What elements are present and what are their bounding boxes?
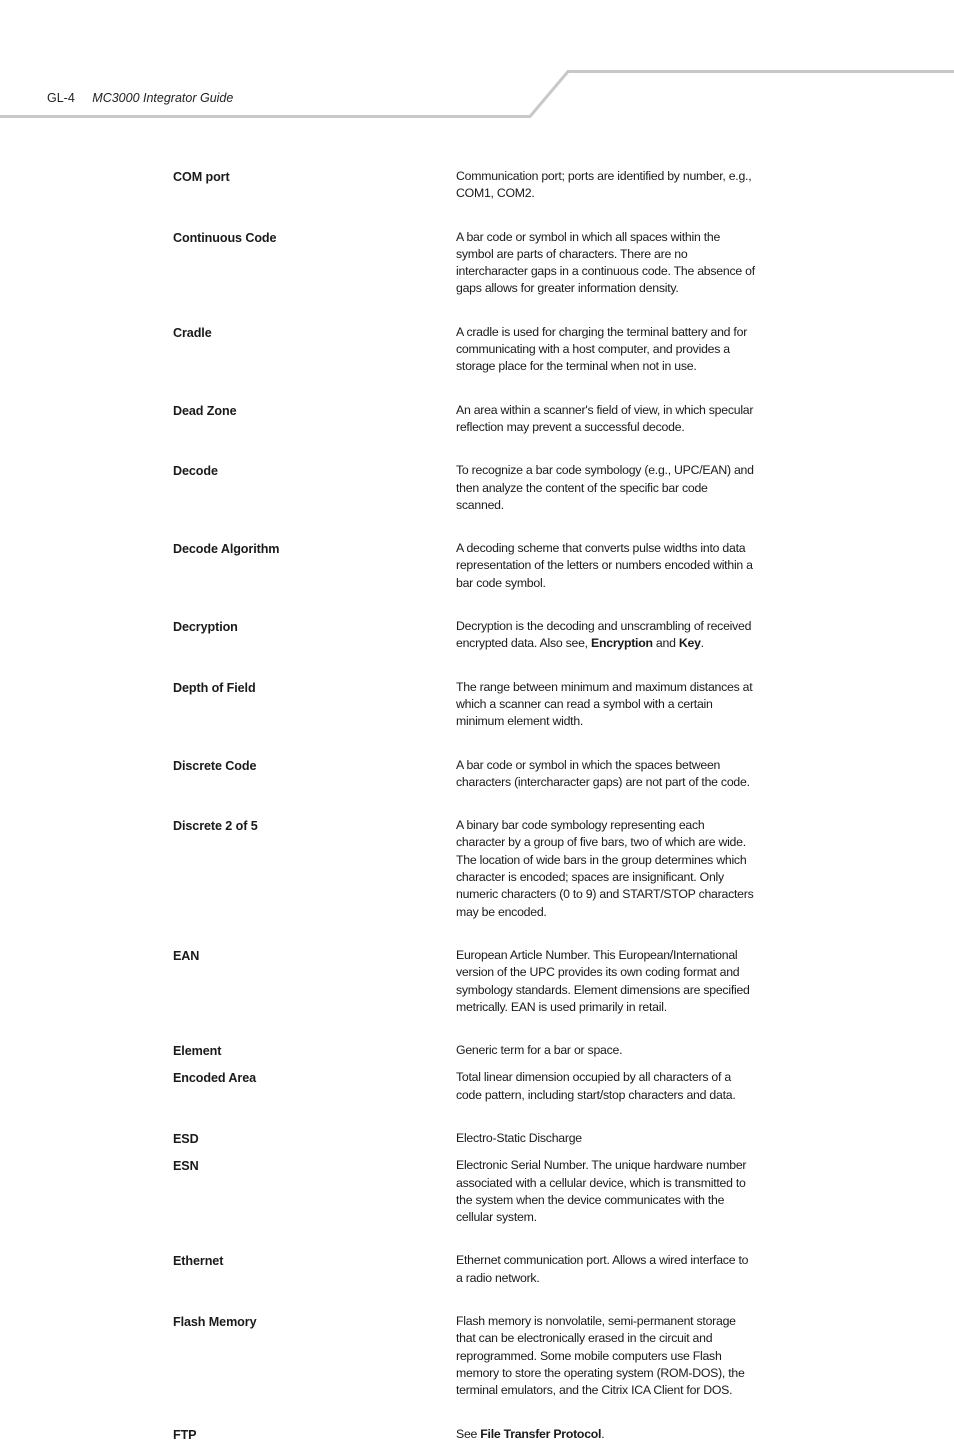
glossary-entry xyxy=(173,1130,773,1148)
glossary-definition xyxy=(456,402,756,437)
definition-text: A bar code or symbol in which the spaces between characters (intercharacter gaps) are not part of the code. xyxy=(456,757,750,789)
glossary-entry xyxy=(173,947,773,1016)
cross-reference: File Transfer Protocol xyxy=(480,1426,602,1441)
glossary-term: Dead Zone xyxy=(173,403,237,418)
glossary-entry xyxy=(173,229,773,298)
glossary-definition xyxy=(456,1157,756,1226)
glossary-term: Decode Algorithm xyxy=(173,542,280,557)
glossary-term: Discrete 2 of 5 xyxy=(173,819,258,834)
glossary-list xyxy=(173,168,773,1444)
glossary-definition xyxy=(456,947,756,1016)
definition-text: Total linear dimension occupied by all characters of a code pattern, including start/stop characters and data. xyxy=(456,1070,736,1102)
header-rule xyxy=(0,0,954,130)
guide-title: MC3000 Integrator Guide xyxy=(92,91,234,105)
definition-text: Electronic Serial Number. The unique hardware number associated with a cellular device, which is transmitted to the system when the device communicates with the cellular system. xyxy=(456,1158,747,1225)
definition-text: and xyxy=(652,636,679,651)
definition-text: A binary bar code symbology representing each character by a group of five bars, two of which are wide. The location of wide bars in the group determines which character is encoded; spaces are insignificant. Only numeric characters (0 to 9) and START/STOP characters may be encoded. xyxy=(456,818,754,919)
definition-text: The range between minimum and maximum distances at which a scanner can read a symbol with a certain minimum element width. xyxy=(456,679,753,729)
glossary-entry xyxy=(173,462,773,514)
glossary-definition xyxy=(456,1042,756,1060)
definition-text: See xyxy=(456,1426,481,1441)
cross-reference: Encryption xyxy=(591,636,653,651)
glossary-term: Decryption xyxy=(173,620,238,635)
glossary-entry xyxy=(173,1426,773,1444)
glossary-definition xyxy=(456,679,756,731)
glossary-entry xyxy=(173,1042,773,1060)
glossary-definition xyxy=(456,1426,756,1444)
definition-text: An area within a scanner's field of view, in which specular reflection may prevent a successful decode. xyxy=(456,402,754,434)
glossary-term: Encoded Area xyxy=(173,1071,257,1086)
glossary-definition xyxy=(456,324,756,376)
glossary-term: Discrete Code xyxy=(173,758,257,773)
running-header xyxy=(47,91,233,105)
glossary-term: COM port xyxy=(173,170,230,184)
glossary-term: ESN xyxy=(173,1159,199,1174)
cross-reference: Key xyxy=(678,636,701,651)
glossary-term: Flash Memory xyxy=(173,1315,257,1330)
definition-text: A decoding scheme that converts pulse widths into data representation of the letters or numbers encoded within a bar code symbol. xyxy=(456,541,753,590)
glossary-definition xyxy=(456,1130,756,1148)
glossary-entry xyxy=(173,402,773,437)
glossary-entry xyxy=(173,757,773,792)
glossary-term: Cradle xyxy=(173,325,212,340)
definition-text: A bar code or symbol in which all spaces within the symbol are parts of characters. There are no intercharacter gaps in a continuous code. The absence of gaps allows for greater information density. xyxy=(456,229,755,296)
glossary-definition xyxy=(456,229,756,298)
glossary-term: EAN xyxy=(173,948,200,963)
glossary-term: Decode xyxy=(173,464,218,479)
glossary-definition xyxy=(456,1252,756,1287)
definition-text: Flash memory is nonvolatile, semi-permanent storage that can be electronically erased in the circuit and reprogrammed. Some mobile computers use Flash memory to store the operating system (ROM-DOS), the terminal emulators, and the Citrix ICA Client for DOS. xyxy=(456,1314,745,1398)
glossary-entry xyxy=(173,168,773,203)
glossary-definition xyxy=(456,1313,756,1399)
glossary-entry xyxy=(173,679,773,731)
glossary-definition xyxy=(456,618,756,653)
glossary-definition xyxy=(456,168,756,203)
page-number: GL-4 xyxy=(47,91,75,105)
definition-text: . xyxy=(601,1426,605,1441)
definition-text: Communication port; ports are identified by number, e.g., COM1, COM2. xyxy=(456,169,752,201)
glossary-entry xyxy=(173,324,773,376)
glossary-definition xyxy=(456,1069,756,1104)
glossary-entry xyxy=(173,1069,773,1104)
glossary-term: Ethernet xyxy=(173,1254,224,1269)
glossary-entry xyxy=(173,618,773,653)
glossary-term: Element xyxy=(173,1044,222,1059)
definition-text: Electro-Static Discharge xyxy=(456,1130,582,1145)
glossary-definition xyxy=(456,817,756,921)
glossary-entry xyxy=(173,1313,773,1399)
glossary-definition xyxy=(456,540,756,592)
glossary-term: Depth of Field xyxy=(173,680,256,695)
definition-text: . xyxy=(700,636,704,651)
glossary-entry xyxy=(173,1157,773,1226)
glossary-entry xyxy=(173,540,773,592)
definition-text: Generic term for a bar or space. xyxy=(456,1043,623,1058)
definition-text: Decryption is the decoding and unscrambling of received encrypted data. Also see, xyxy=(456,619,752,651)
glossary-term: ESD xyxy=(173,1131,199,1146)
definition-text: To recognize a bar code symbology (e.g., UPC/EAN) and then analyze the content of the specific bar code scanned. xyxy=(456,463,754,512)
glossary-term: Continuous Code xyxy=(173,230,277,245)
definition-text: A cradle is used for charging the terminal battery and for communicating with a host computer, and provides a storage place for the terminal when not in use. xyxy=(456,324,748,374)
definition-text: Ethernet communication port. Allows a wired interface to a radio network. xyxy=(456,1253,749,1285)
glossary-entry xyxy=(173,817,773,921)
glossary-definition xyxy=(456,462,756,514)
definition-text: European Article Number. This European/International version of the UPC provides its own coding format and symbology standards. Element dimensions are specified metrically. EAN is used primarily in retail. xyxy=(456,947,750,1014)
glossary-term: FTP xyxy=(173,1427,197,1442)
glossary-entry xyxy=(173,1252,773,1287)
glossary-definition xyxy=(456,757,756,792)
